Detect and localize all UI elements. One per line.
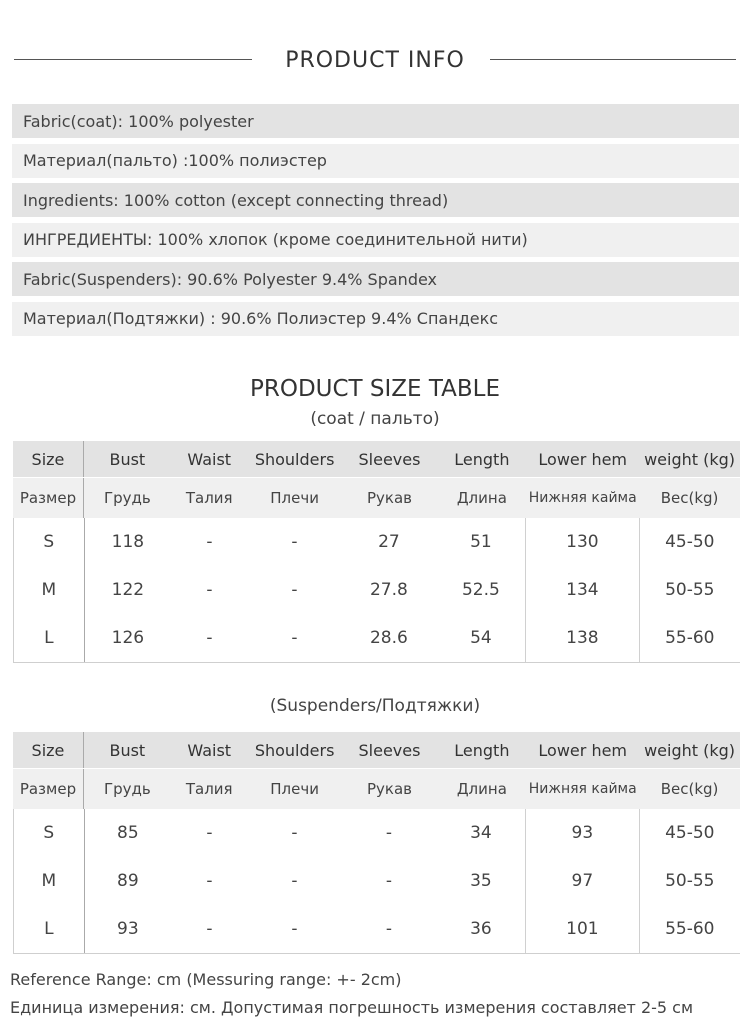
- table-cell: 138: [526, 614, 639, 662]
- table-cell: -: [291, 919, 298, 939]
- header-cell: Shoulders: [254, 449, 335, 469]
- table-cell: -: [206, 532, 213, 552]
- table-cell: 45-50: [665, 823, 715, 843]
- table-header: [13, 441, 740, 518]
- table-cell: -: [291, 532, 298, 552]
- table-cell: -: [291, 823, 298, 843]
- table-cell: S: [14, 809, 85, 857]
- header-cell: Shoulders: [254, 740, 335, 760]
- table-cell: 45-50: [665, 532, 715, 552]
- table-row: [14, 857, 740, 905]
- table-cell: M: [14, 857, 85, 905]
- table-cell: 89: [117, 871, 139, 891]
- info-row-ingredients: Ingredients: 100% cotton (except connecting thread): [12, 183, 739, 217]
- table-cell: 36: [437, 905, 527, 953]
- header-cell: Вес(kg): [660, 780, 719, 798]
- table-cell: -: [385, 919, 392, 939]
- table-cell: M: [14, 566, 85, 614]
- info-row-fabric-suspenders-ru: Материал(Подтяжки) : 90.6% Полиэстер 9.4% Спандекс: [12, 302, 739, 336]
- header-cell: Размер: [13, 478, 84, 518]
- header-cell: Length: [454, 740, 510, 760]
- header-cell: Sleeves: [358, 449, 421, 469]
- table-cell: 134: [526, 566, 639, 614]
- info-row-fabric-suspenders: Fabric(Suspenders): 90.6% Polyester 9.4% Spandex: [12, 262, 739, 296]
- header-cell: Sleeves: [358, 740, 421, 760]
- header-cell: Lower hem: [538, 740, 628, 760]
- suspenders-size-table: [13, 732, 740, 954]
- table-cell: 35: [437, 857, 527, 905]
- header-cell: Плечи: [270, 780, 319, 798]
- table-cell: 126: [111, 628, 145, 648]
- product-info-header: [0, 40, 750, 80]
- table-body: [13, 518, 740, 663]
- header-row-ru: [13, 768, 740, 809]
- header-divider-right: [490, 59, 736, 60]
- header-row-en: [13, 732, 740, 768]
- table-cell: -: [291, 871, 298, 891]
- header-cell: Талия: [185, 780, 233, 798]
- table-row: [14, 518, 740, 566]
- header-cell: Длина: [456, 780, 507, 798]
- header-cell: Грудь: [103, 489, 151, 507]
- table-cell: 130: [526, 518, 639, 566]
- table-row: [14, 809, 740, 857]
- table-cell: L: [14, 905, 85, 953]
- table-cell: 55-60: [665, 919, 715, 939]
- table-cell: 55-60: [665, 628, 715, 648]
- size-table-title: PRODUCT SIZE TABLE: [249, 376, 501, 402]
- header-cell: Waist: [187, 449, 232, 469]
- table-cell: -: [206, 871, 213, 891]
- table-cell: 51: [437, 518, 527, 566]
- header-cell: Грудь: [103, 780, 151, 798]
- table-cell: -: [385, 871, 392, 891]
- info-row-fabric-coat: Fabric(coat): 100% polyester: [12, 104, 739, 138]
- table-cell: -: [206, 580, 213, 600]
- product-info-title: PRODUCT INFO: [285, 47, 465, 73]
- table-row: [14, 566, 740, 614]
- header-cell: Size: [13, 732, 84, 768]
- reference-note-ru: Единица измерения: см. Допустимая погрешность измерения составляет 2-5 см: [10, 998, 694, 1017]
- header-cell: Lower hem: [538, 449, 628, 469]
- table-cell: -: [291, 628, 298, 648]
- table-cell: 97: [526, 857, 639, 905]
- header-cell: Талия: [185, 489, 233, 507]
- header-cell: Size: [13, 441, 84, 477]
- header-row-ru: [13, 477, 740, 518]
- reference-note: Reference Range: cm (Messuring range: +- 2cm): [10, 970, 402, 989]
- table-cell: 27.8: [369, 580, 408, 600]
- header-cell: Вес(kg): [660, 489, 719, 507]
- table-cell: 28.6: [369, 628, 408, 648]
- table-header: [13, 732, 740, 809]
- table-cell: L: [14, 614, 85, 662]
- header-cell: weight (kg): [644, 740, 736, 760]
- table-cell: 50-55: [665, 580, 715, 600]
- header-row-en: [13, 441, 740, 477]
- table-cell: -: [206, 823, 213, 843]
- header-cell: Плечи: [270, 489, 319, 507]
- coat-table-subtitle: (coat / пальто): [310, 409, 440, 429]
- table-cell: 122: [111, 580, 145, 600]
- table-cell: S: [14, 518, 85, 566]
- table-body: [13, 809, 740, 954]
- coat-size-table: [13, 441, 740, 663]
- table-cell: 101: [526, 905, 639, 953]
- header-cell: Bust: [109, 740, 146, 760]
- header-cell: weight (kg): [644, 449, 736, 469]
- header-divider-left: [14, 59, 252, 60]
- header-cell: Длина: [456, 489, 507, 507]
- table-cell: -: [385, 823, 392, 843]
- header-cell: Length: [454, 449, 510, 469]
- header-cell: Нижняя кайма: [528, 489, 637, 506]
- table-cell: 27: [378, 532, 400, 552]
- table-cell: -: [206, 919, 213, 939]
- table-cell: -: [291, 580, 298, 600]
- table-cell: 85: [117, 823, 139, 843]
- info-row-ingredients-ru: ИНГРЕДИЕНТЫ: 100% хлопок (кроме соединительной нити): [12, 223, 739, 257]
- header-cell: Рукав: [366, 489, 412, 507]
- product-info-list: [12, 104, 739, 341]
- table-cell: 52.5: [437, 566, 527, 614]
- table-cell: 93: [117, 919, 139, 939]
- header-cell: Размер: [13, 769, 84, 809]
- table-cell: 50-55: [665, 871, 715, 891]
- table-cell: -: [206, 628, 213, 648]
- header-cell: Bust: [109, 449, 146, 469]
- header-cell: Рукав: [366, 780, 412, 798]
- table-row: [14, 905, 740, 953]
- table-cell: 54: [437, 614, 527, 662]
- suspenders-table-subtitle: (Suspenders/Подтяжки): [269, 696, 481, 716]
- header-cell: Нижняя кайма: [528, 780, 637, 797]
- table-cell: 34: [437, 809, 527, 857]
- table-row: [14, 614, 740, 662]
- table-cell: 93: [526, 809, 639, 857]
- table-cell: 118: [111, 532, 145, 552]
- header-cell: Waist: [187, 740, 232, 760]
- info-row-fabric-coat-ru: Материал(пальто) :100% полиэстер: [12, 144, 739, 178]
